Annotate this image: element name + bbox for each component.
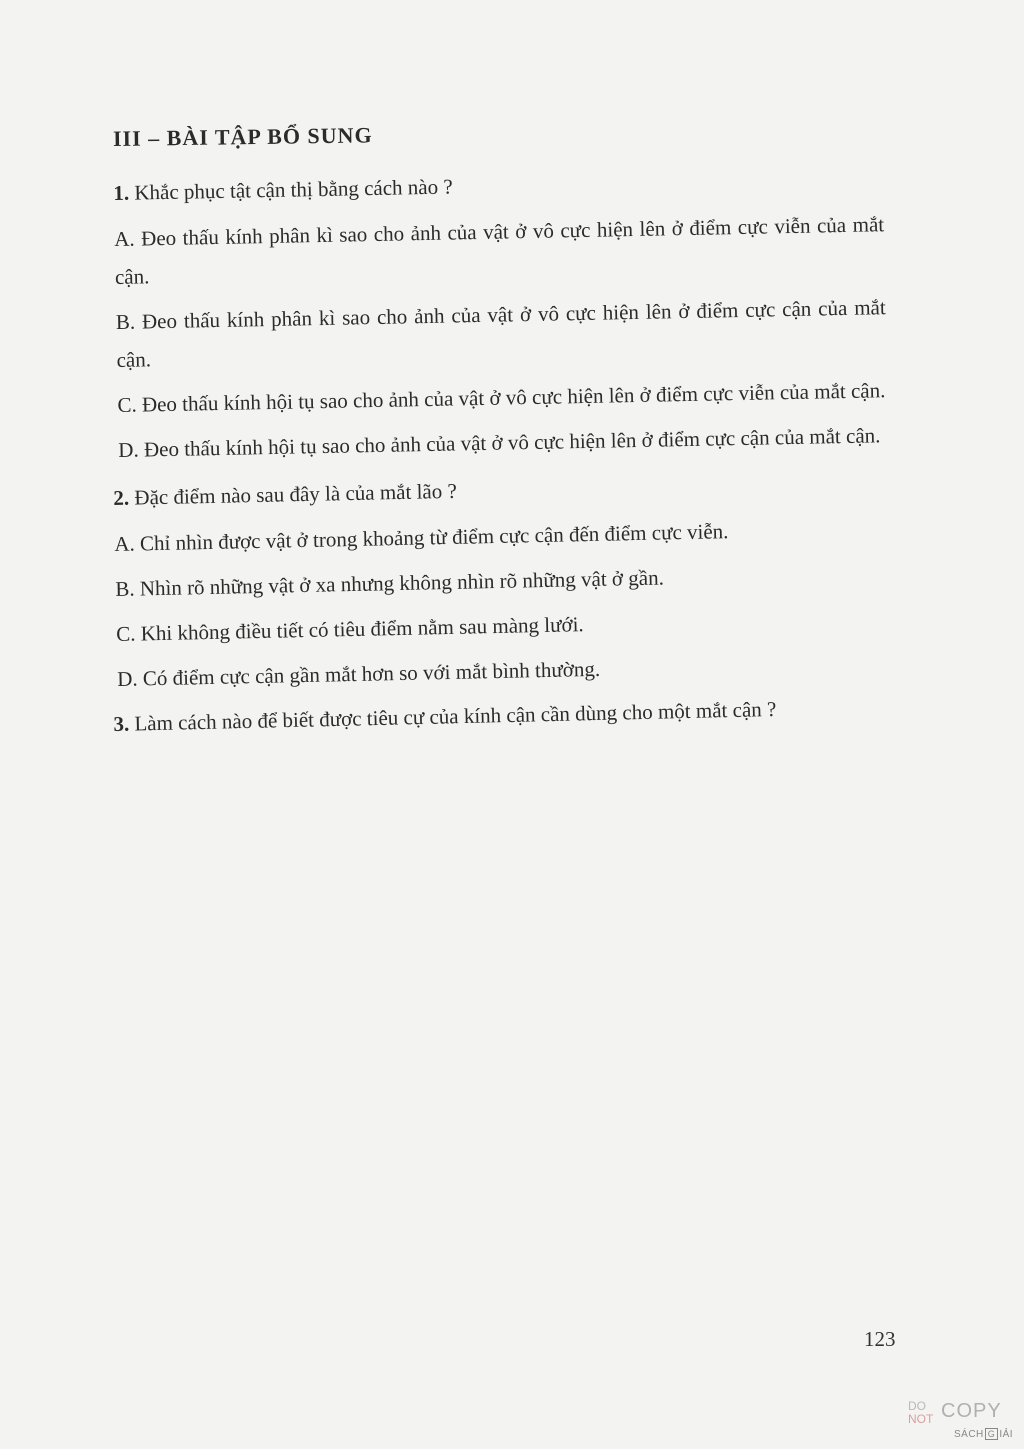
watermark-do: DO: [908, 1399, 926, 1413]
watermark-sach: SÁCH: [954, 1429, 984, 1440]
question-1-option-b: B. Đeo thấu kính phân kì sao cho ảnh của vật ở vô cực hiện lên ở điểm cực cận của mắt cận.: [115, 295, 886, 372]
watermark-g-box: G: [985, 1428, 999, 1440]
question-2-option-a: A. Chỉ nhìn được vật ở trong khoảng từ điểm cực cận đến điểm cực viễn.: [114, 519, 729, 556]
question-2-text: [113, 463, 884, 517]
question-1-text: [113, 159, 884, 212]
question-2: [113, 463, 887, 698]
page-content: [112, 122, 886, 751]
question-3-number: 3.: [113, 711, 130, 736]
question-1-prompt: Khắc phục tật cận thị bằng cách nào ?: [134, 174, 453, 205]
question-3-text: [113, 688, 884, 743]
question-1: [113, 159, 889, 469]
watermark-brand: [954, 1428, 1013, 1440]
question-2-option-b: B. Nhìn rõ những vật ở xa nhưng không nhìn rõ những vật ở gần.: [115, 565, 665, 601]
question-2-option-d: D. Có điểm cực cận gần mắt hơn so với mắt bình thường.: [116, 656, 601, 691]
question-1-option-d: D. Đeo thấu kính hội tụ sao cho ảnh của vật ở vô cực hiện lên ở điểm cực cận của mắt cận.: [118, 423, 881, 462]
question-2-number: 2.: [113, 485, 130, 510]
question-1-number: 1.: [113, 180, 130, 205]
question-3: [113, 688, 884, 743]
watermark-giai: IẢI: [999, 1429, 1014, 1440]
page-number: 123: [864, 1327, 896, 1351]
question-1-option-c: C. Đeo thấu kính hội tụ sao cho ảnh của vật ở vô cực hiện lên ở điểm cực viễn của mắt cận.: [117, 378, 886, 417]
question-2-option-c: C. Khi không điều tiết có tiêu điểm nằm sau màng lưới.: [115, 612, 584, 646]
question-2-prompt: Đặc điểm nào sau đây là của mắt lão ?: [134, 478, 458, 510]
watermark-copy: COPY: [941, 1400, 1002, 1422]
watermark-not: NOT: [908, 1412, 934, 1426]
question-1-option-a: A. Đeo thấu kính phân kì sao cho ảnh của vật ở vô cực hiện lên ở điểm cực viễn của mắt cận.: [114, 212, 885, 289]
question-3-prompt: Làm cách nào để biết được tiêu cự của kính cận cần dùng cho một mắt cận ?: [134, 696, 777, 736]
do-not-copy-watermark: [908, 1400, 1016, 1444]
section-title: III – BÀI TẬP BỔ SUNG: [112, 122, 373, 151]
